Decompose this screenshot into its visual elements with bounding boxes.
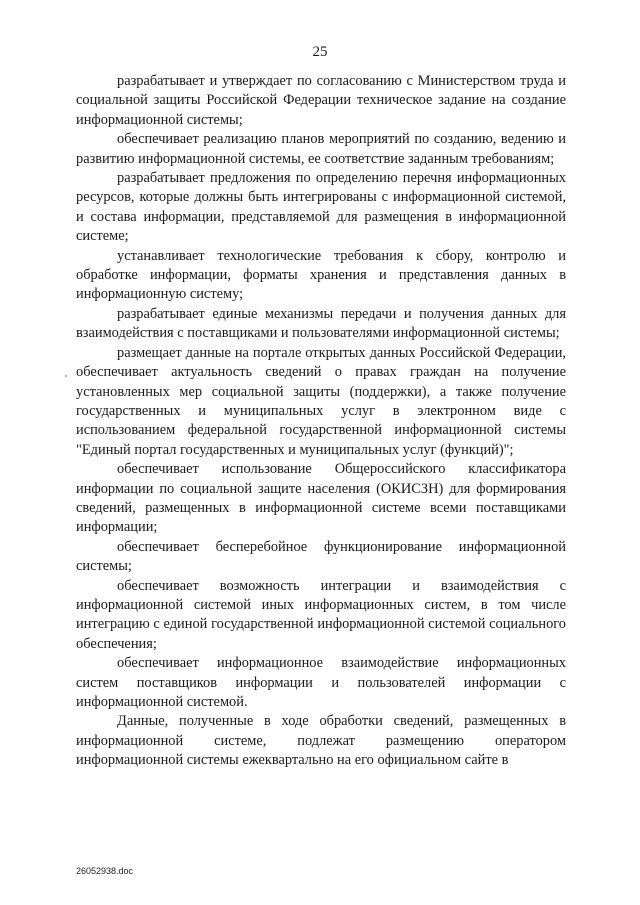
- paragraph-10: обеспечивает информационное взаимодействие информационных систем поставщиков информации и пользователей информации с информационной системой.: [76, 655, 566, 710]
- document-body: [76, 72, 566, 771]
- paragraph-6: размещает данные на портале открытых данных Российской Федерации, обеспечивает актуальность сведений о правах граждан на получение установленных мер социальной защиты (поддержки), а также получение государственных и муниципальных услуг в электронном виде с использованием федеральной государственной информационной системы "Единый портал государственных и муниципальных услуг (функций)";: [76, 344, 566, 458]
- page-number: 25: [312, 44, 328, 60]
- paragraph-4: устанавливает технологические требования к сбору, контролю и обработке информации, форматы хранения и представления данных в информационную систему;: [76, 247, 566, 303]
- paragraph-3: разрабатывает предложения по определению перечня информационных ресурсов, которые должны быть интегрированы с информационной системой, и состава информации, представляемой для размещения в информационной системе;: [76, 170, 566, 245]
- paragraph-2: обеспечивает реализацию планов мероприятий по созданию, ведению и развитию информационной системы, ее соответствие заданным требованиям;: [76, 131, 566, 167]
- paragraph-1: разрабатывает и утверждает по согласованию с Министерством труда и социальной защиты Российской Федерации техническое задание на создание информационной системы;: [76, 73, 566, 128]
- paragraph-8: обеспечивает бесперебойное функционирование информационной системы;: [76, 538, 566, 575]
- paragraph-11: Данные, полученные в ходе обработки сведений, размещенных в информационной системе, подлежат размещению оператором информационной системы ежеквартально на его официальном сайте в: [76, 713, 566, 769]
- paragraph-7: обеспечивает использование Общероссийского классификатора информации по социальной защите населения (ОКИСЗН) для формирования сведений, размещенных в информационной системе всеми поставщиками информации;: [76, 461, 566, 536]
- scan-artifact: [65, 375, 67, 377]
- paragraph-9: обеспечивает возможность интеграции и взаимодействия с информационной системой иных информационных систем, в том числе интеграцию с единой государственной информационной системой социального обеспечения;: [76, 577, 566, 652]
- file-name-footer: 26052938.doc: [76, 866, 134, 876]
- paragraph-5: разрабатывает единые механизмы передачи и получения данных для взаимодействия с поставщиками и пользователями информационной системы;: [76, 305, 566, 342]
